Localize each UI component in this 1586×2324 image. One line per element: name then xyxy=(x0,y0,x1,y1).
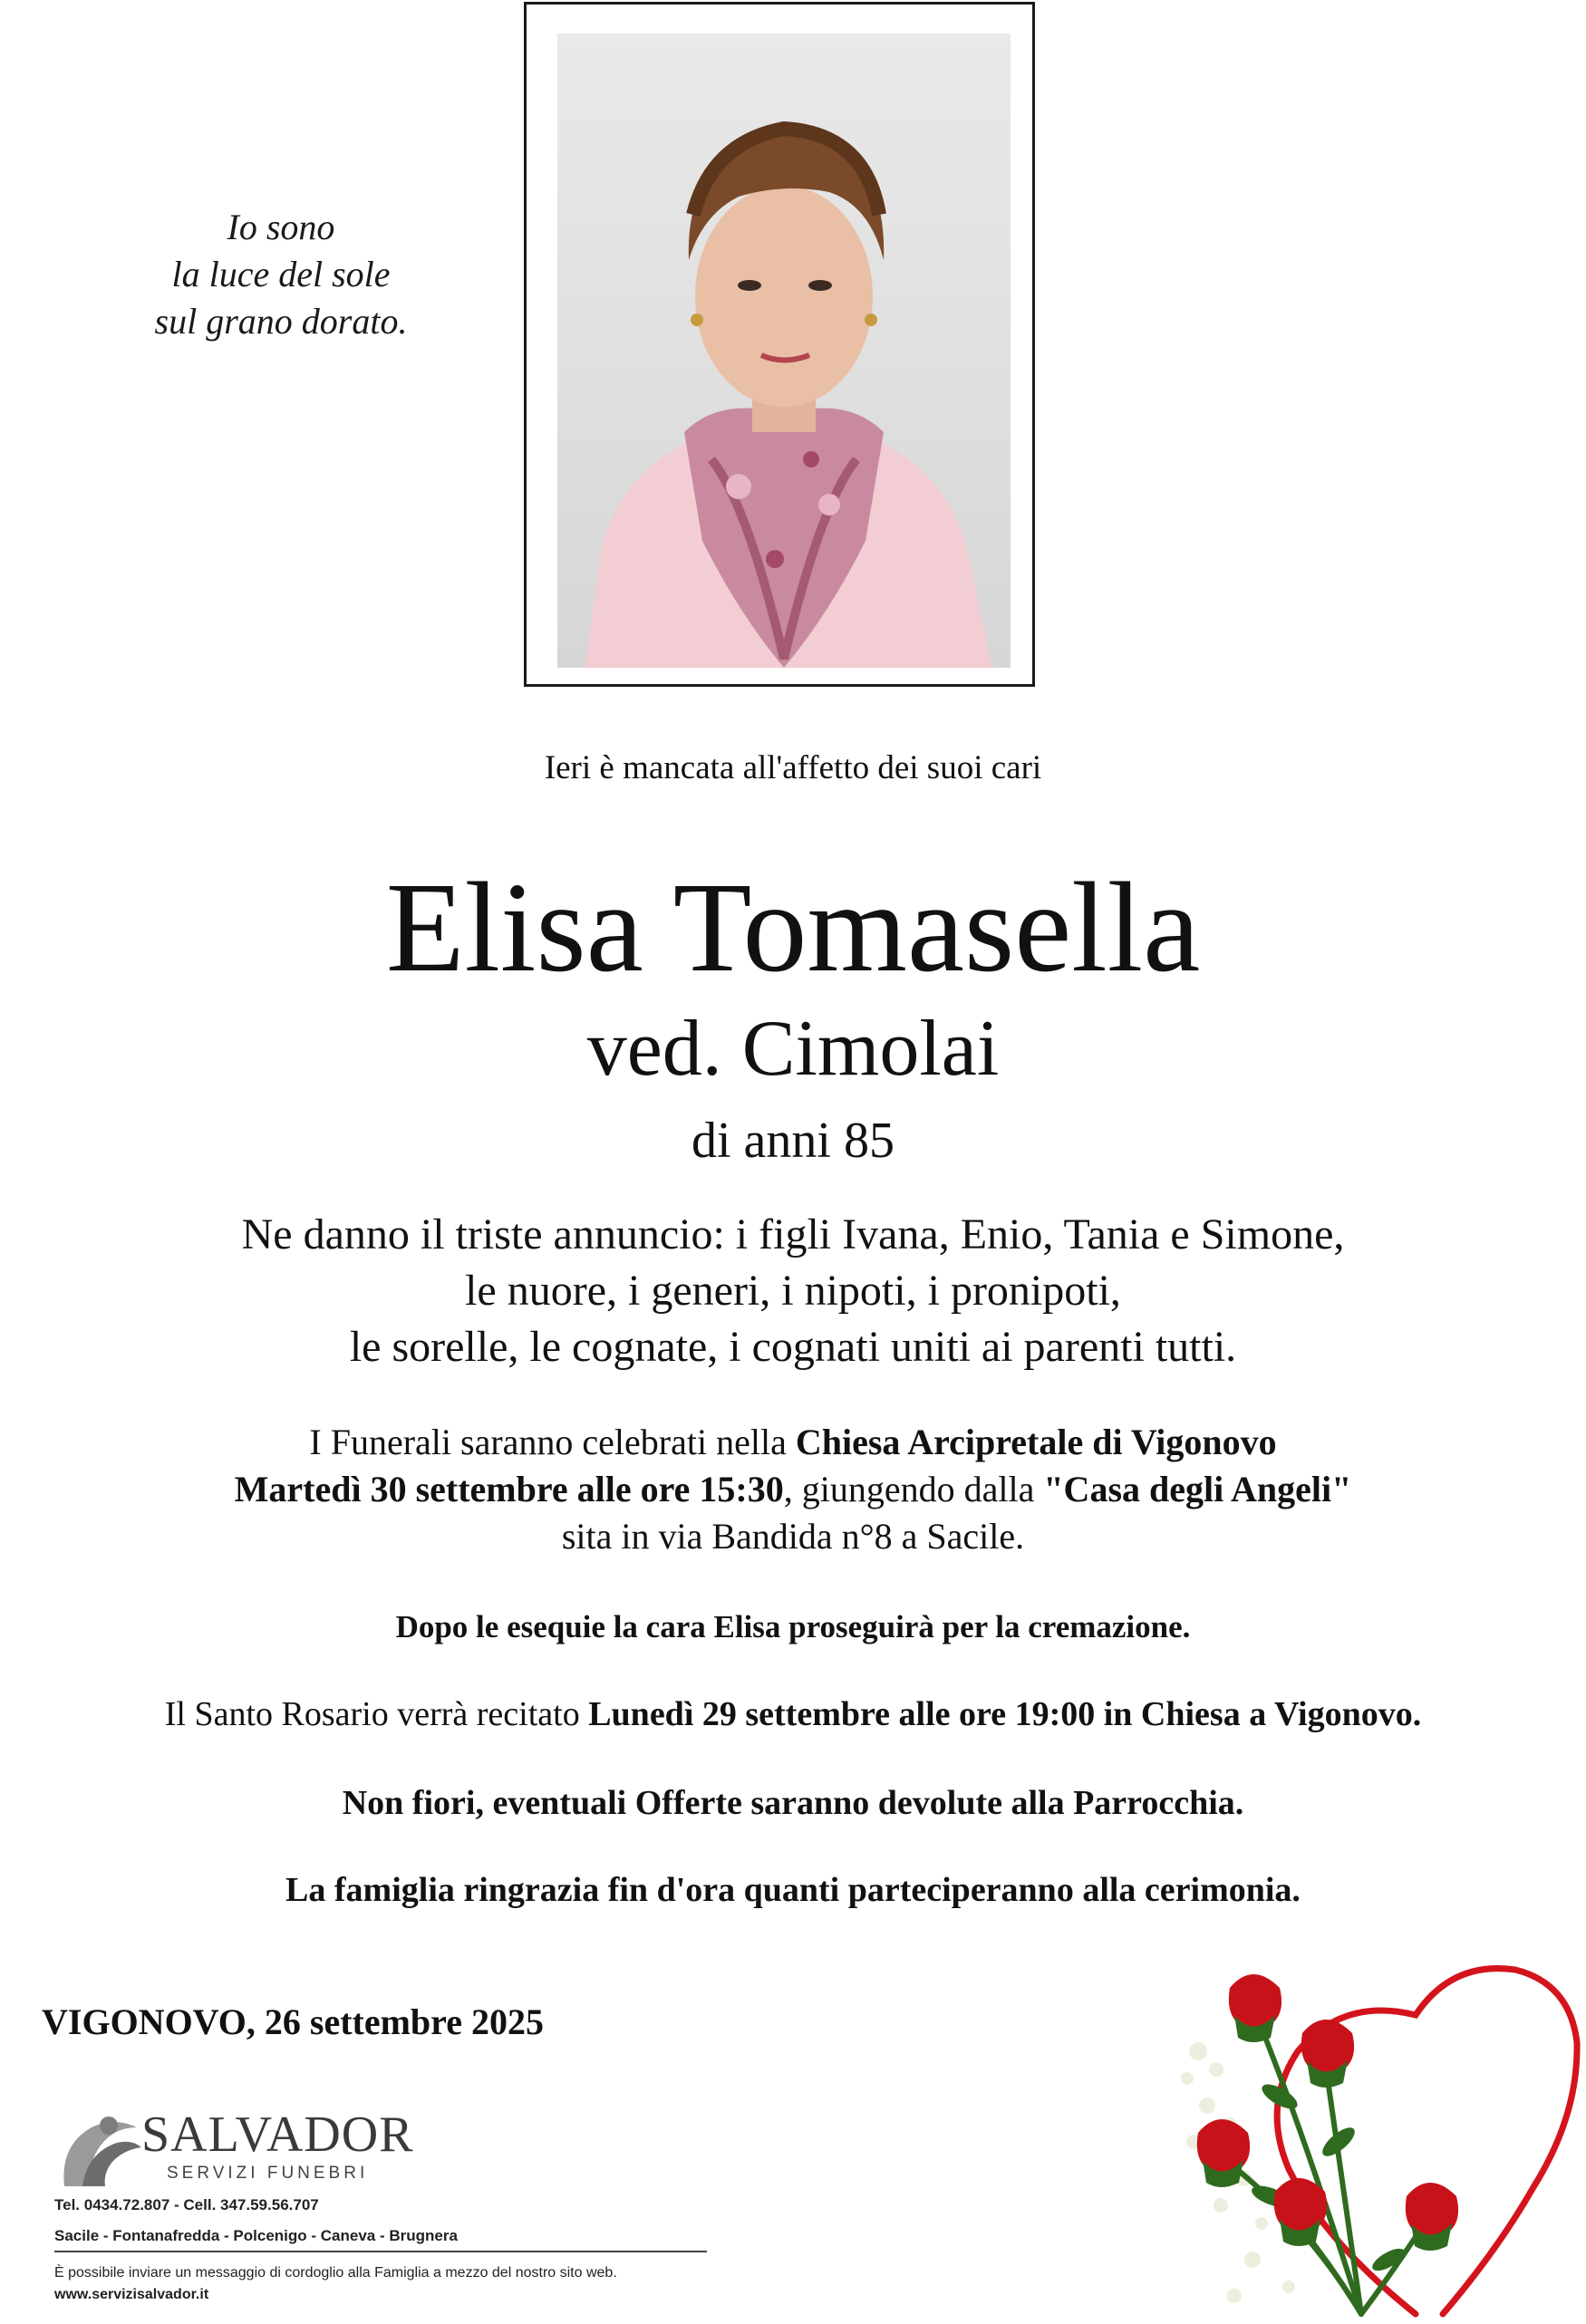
cremation-note: Dopo le esequie la cara Elisa proseguirà per la cremazione. xyxy=(395,1609,1191,1644)
rosary-datetime: Lunedì 29 settembre alle ore 19:00 in Chiesa a Vigonovo. xyxy=(588,1695,1422,1733)
poem-line: la luce del sole xyxy=(171,254,391,294)
age: di anni 85 xyxy=(691,1113,895,1169)
thanks-note: La famiglia ringrazia fin d'ora quanti parteciperanno alla cerimonia. xyxy=(285,1871,1301,1909)
funeral-line-2 xyxy=(0,1466,1586,1513)
funeral-home-subtitle: SERVIZI FUNEBRI xyxy=(167,2164,369,2183)
funeral-text: I Funerali saranno celebrati nella xyxy=(309,1422,796,1462)
rose-icon xyxy=(1229,1974,1281,2042)
deceased-name: Elisa Tomasella xyxy=(385,855,1201,998)
roses-illustration xyxy=(1144,1952,1586,2319)
announcement xyxy=(0,1207,1586,1375)
funeral-home-name: SALVADOR xyxy=(141,2107,414,2163)
announcement-line: le nuore, i generi, i nipoti, i pronipoti, xyxy=(465,1267,1121,1315)
funeral-home-contacts: Tel. 0434.72.807 - Cell. 347.59.56.707 xyxy=(54,2196,319,2213)
funeral-home-logo xyxy=(51,2100,414,2200)
condolence-note: È possibile inviare un messaggio di cordoglio alla Famiglia a mezzo del nostro sito web. xyxy=(54,2265,617,2281)
flowers-note: Non fiori, eventuali Offerte saranno devolute alla Parrocchia. xyxy=(342,1784,1244,1822)
rose-icon xyxy=(1274,2178,1327,2246)
intro-text: Ieri è mancata all'affetto dei suoi cari xyxy=(544,749,1042,786)
widow-of: ved. Cimolai xyxy=(586,1005,1000,1093)
angel-icon xyxy=(51,2100,150,2200)
portrait-photo xyxy=(557,34,1011,668)
announcement-line: le sorelle, le cognate, i cognati uniti ai parenti tutti. xyxy=(349,1323,1237,1371)
announcement-line: Ne danno il triste annuncio: i figli Ivana, Enio, Tania e Simone, xyxy=(241,1210,1345,1258)
rose-icon xyxy=(1301,2020,1354,2088)
portrait-illustration xyxy=(557,34,1011,668)
place-date: VIGONOVO, 26 settembre 2025 xyxy=(42,2001,544,2042)
rosary-text: Il Santo Rosario verrà recitato xyxy=(164,1695,589,1733)
roses-decoration xyxy=(1144,1952,1586,2319)
funeral-details xyxy=(0,1419,1586,1560)
funeral-text: , giungendo dalla xyxy=(783,1469,1044,1509)
departure-place: "Casa degli Angeli" xyxy=(1043,1469,1352,1509)
website-link[interactable]: www.servizisalvador.it xyxy=(54,2287,209,2302)
portrait-frame xyxy=(524,2,1035,687)
funeral-home-cities: Sacile - Fontanafredda - Polcenigo - Caneva - Brugnera xyxy=(54,2227,458,2244)
funeral-datetime: Martedì 30 settembre alle ore 15:30 xyxy=(234,1469,784,1509)
church-name: Chiesa Arcipretale di Vigonovo xyxy=(795,1422,1277,1462)
rosary-note xyxy=(0,1694,1586,1734)
poem-line: sul grano dorato. xyxy=(154,301,408,342)
divider xyxy=(54,2251,707,2252)
poem-line: Io sono xyxy=(227,207,335,247)
funeral-line-3: sita in via Bandida n°8 a Sacile. xyxy=(561,1516,1025,1557)
funeral-line-1 xyxy=(0,1419,1586,1466)
poem xyxy=(91,204,471,345)
